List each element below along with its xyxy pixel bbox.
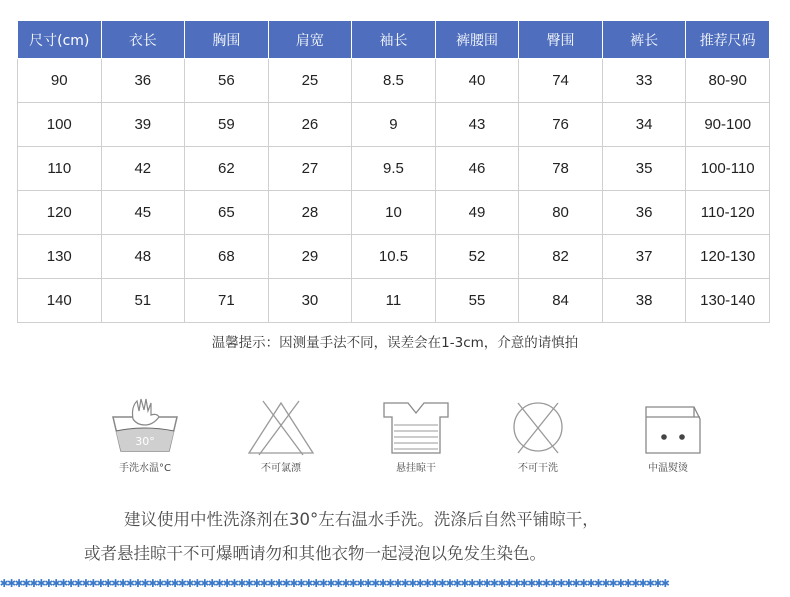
table-cell: 100-110 [686,147,770,191]
header-size: 尺寸(cm) [18,21,102,59]
table-row [18,279,770,323]
table-cell: 42 [101,147,185,191]
header-waist: 裤腰围 [435,21,519,59]
table-cell: 43 [435,103,519,147]
table-cell: 110-120 [686,191,770,235]
table-cell: 25 [268,59,352,103]
care-label: 不可干洗 [518,463,558,474]
care-no-bleach [231,395,331,474]
care-label: 悬挂晾干 [396,463,436,474]
table-cell: 11 [352,279,436,323]
table-cell: 59 [185,103,269,147]
care-no-dry-clean [488,395,588,474]
table-cell: 71 [185,279,269,323]
table-cell: 90 [18,59,102,103]
table-cell: 10.5 [352,235,436,279]
table-cell: 36 [602,191,686,235]
table-cell: 36 [101,59,185,103]
table-cell: 82 [519,235,603,279]
hang-dry-icon [376,395,456,457]
table-cell: 78 [519,147,603,191]
table-cell: 62 [185,147,269,191]
table-cell: 28 [268,191,352,235]
tub-temperature: 30° [135,435,155,448]
table-cell: 100 [18,103,102,147]
table-cell: 56 [185,59,269,103]
header-shoulder: 肩宽 [268,21,352,59]
table-cell: 39 [101,103,185,147]
table-cell: 27 [268,147,352,191]
table-cell: 84 [519,279,603,323]
table-cell: 51 [101,279,185,323]
table-cell: 9 [352,103,436,147]
table-cell: 80-90 [686,59,770,103]
header-hip: 臀围 [519,21,603,59]
table-cell: 9.5 [352,147,436,191]
care-iron-medium [618,395,718,474]
table-cell: 26 [268,103,352,147]
header-recommended-size: 推荐尺码 [686,21,770,59]
header-chest: 胸围 [185,21,269,59]
table-row [18,103,770,147]
care-hang-dry [366,395,466,474]
table-cell: 48 [101,235,185,279]
table-cell: 34 [602,103,686,147]
table-cell: 110 [18,147,102,191]
table-cell: 33 [602,59,686,103]
no-dry-clean-icon [498,395,578,457]
table-cell: 76 [519,103,603,147]
care-advice-line-2: 或者悬挂晾干不可爆晒请勿和其他衣物一起浸泡以免发生染色。 [84,544,546,563]
measurement-hint: 温馨提示：因测量手法不同，误差会在1-3cm，介意的请慎拍 [211,335,579,351]
table-cell: 40 [435,59,519,103]
iron-medium-icon [628,395,708,457]
hand-wash-icon [105,395,185,457]
table-row [18,191,770,235]
care-label: 不可氯漂 [261,463,301,474]
care-label: 手洗水温°C [119,463,171,474]
table-cell: 74 [519,59,603,103]
table-cell: 52 [435,235,519,279]
header-length: 衣长 [101,21,185,59]
table-row [18,59,770,103]
table-cell: 37 [602,235,686,279]
care-hand-wash [95,395,195,474]
table-cell: 45 [101,191,185,235]
care-label: 中温熨烫 [648,463,688,474]
table-cell: 29 [268,235,352,279]
star-border-decoration: ✱✱✱✱✱✱✱✱✱✱✱✱✱✱✱✱✱✱✱✱✱✱✱✱✱✱✱✱✱✱✱✱✱✱✱✱✱✱✱✱✱✱✱✱✱✱✱✱✱✱✱✱✱✱✱✱✱✱✱✱✱✱✱✱✱✱✱✱✱✱✱✱✱✱✱✱✱✱✱✱✱✱✱✱✱✱✱✱✱✱ [0,576,669,590]
table-row [18,235,770,279]
table-row [18,147,770,191]
care-advice-line-1: 建议使用中性洗涤剂在30°左右温水手洗。洗涤后自然平铺晾干， [124,510,599,529]
table-cell: 46 [435,147,519,191]
table-cell: 10 [352,191,436,235]
size-table-header [18,21,770,59]
table-cell: 8.5 [352,59,436,103]
table-cell: 140 [18,279,102,323]
table-cell: 90-100 [686,103,770,147]
table-cell: 35 [602,147,686,191]
header-pants-length: 裤长 [602,21,686,59]
table-cell: 120-130 [686,235,770,279]
table-cell: 130 [18,235,102,279]
header-sleeve: 袖长 [352,21,436,59]
table-cell: 38 [602,279,686,323]
table-cell: 30 [268,279,352,323]
table-cell: 49 [435,191,519,235]
table-cell: 68 [185,235,269,279]
table-cell: 55 [435,279,519,323]
table-cell: 80 [519,191,603,235]
size-table [17,20,770,323]
table-cell: 65 [185,191,269,235]
no-bleach-icon [241,395,321,457]
table-cell: 120 [18,191,102,235]
table-cell: 130-140 [686,279,770,323]
